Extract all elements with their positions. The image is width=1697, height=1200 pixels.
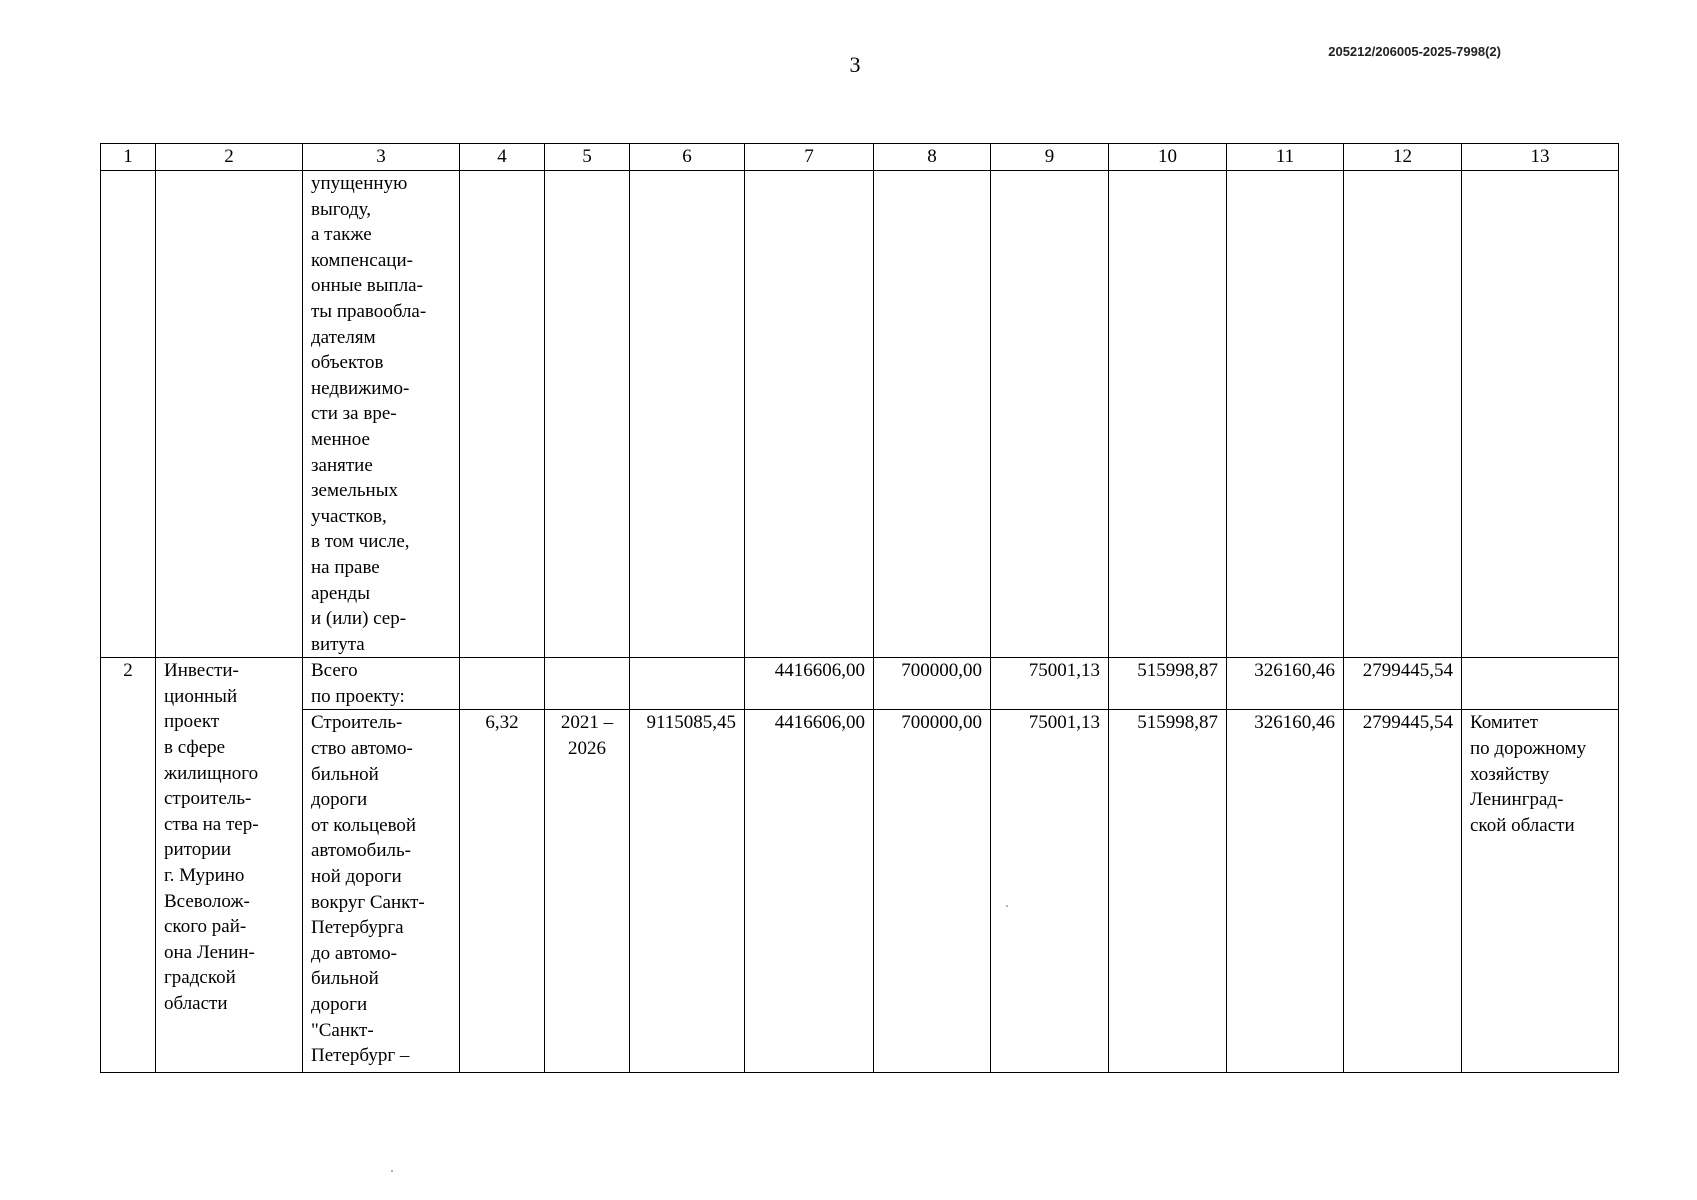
- table-row-total: [101, 658, 1619, 710]
- text-line: дороги: [311, 994, 368, 1015]
- object-col5: [545, 710, 630, 1073]
- text-line: ства на тер-: [164, 813, 259, 835]
- object-col8: 700000,00: [874, 710, 991, 1073]
- column-header: 10: [1109, 144, 1227, 171]
- text-line: до автомо-: [311, 942, 397, 964]
- continuation-text-cell: [303, 171, 460, 658]
- text-line: недвижимо-: [311, 377, 410, 399]
- object-col6: 9115085,45: [630, 710, 745, 1073]
- row-number: 2: [101, 658, 156, 1073]
- column-header: 8: [874, 144, 991, 171]
- text-line: по дорожному: [1470, 738, 1587, 760]
- text-line: она Ленин-: [164, 941, 255, 963]
- data-table: [100, 143, 1619, 1073]
- text-line: земельных: [311, 480, 398, 502]
- text-line: Петербург –: [311, 1045, 410, 1067]
- text-line: ство автомо-: [311, 738, 413, 760]
- table-row-object: [101, 710, 1619, 1073]
- object-col10: 515998,87: [1109, 710, 1227, 1073]
- text-line: градской: [164, 967, 236, 989]
- object-col9: 75001,13: [991, 710, 1109, 1073]
- text-line: строитель-: [164, 788, 252, 810]
- text-line: упущенную: [311, 173, 408, 194]
- text-line: по проекту:: [311, 685, 405, 707]
- column-header: 4: [460, 144, 545, 171]
- column-header: 9: [991, 144, 1109, 171]
- text-line: Петербурга: [311, 917, 404, 939]
- text-line: ской области: [1470, 814, 1575, 836]
- text-line: аренды: [311, 582, 370, 604]
- column-header: 2: [156, 144, 303, 171]
- text-line: Комитет: [1470, 712, 1539, 734]
- text-line: ты правообла-: [311, 300, 427, 322]
- text-line: компенсаци-: [311, 249, 413, 271]
- total-col7: 4416606,00: [745, 658, 874, 710]
- text-line: бильной: [311, 968, 379, 990]
- text-line: дороги: [311, 789, 368, 811]
- column-header: 6: [630, 144, 745, 171]
- text-line: Всеволож-: [164, 890, 250, 912]
- text-line: 2026: [568, 738, 606, 760]
- column-header: 7: [745, 144, 874, 171]
- text-line: в том числе,: [311, 531, 410, 553]
- page-number: 3: [849, 52, 861, 77]
- object-col4: 6,32: [460, 710, 545, 1073]
- text-line: Строитель-: [311, 712, 403, 734]
- object-col7: 4416606,00: [745, 710, 874, 1073]
- column-header: 3: [303, 144, 460, 171]
- text-line: ной дороги: [311, 866, 402, 888]
- text-line: занятие: [311, 454, 373, 476]
- object-col11: 326160,46: [1227, 710, 1344, 1073]
- text-line: г. Мурино: [164, 865, 245, 887]
- document-code: 205212/206005-2025-7998(2): [1328, 44, 1501, 59]
- total-col8: 700000,00: [874, 658, 991, 710]
- total-col11: 326160,46: [1227, 658, 1344, 710]
- object-label-cell: [303, 710, 460, 1073]
- text-line: "Санкт-: [311, 1019, 374, 1041]
- text-line: на праве: [311, 556, 380, 578]
- text-line: проект: [164, 711, 220, 733]
- column-header: 12: [1344, 144, 1462, 171]
- text-line: выгоду,: [311, 198, 372, 220]
- text-line: объектов: [311, 352, 384, 374]
- text-line: вокруг Санкт-: [311, 891, 425, 913]
- column-header: 13: [1462, 144, 1619, 171]
- column-header: 11: [1227, 144, 1344, 171]
- text-line: Ленинград-: [1470, 789, 1564, 811]
- total-col10: 515998,87: [1109, 658, 1227, 710]
- scan-speck: [1006, 905, 1008, 907]
- total-col12: 2799445,54: [1344, 658, 1462, 710]
- text-line: участков,: [311, 505, 387, 527]
- text-line: автомобиль-: [311, 840, 411, 862]
- text-line: менное: [311, 428, 370, 450]
- project-name-cell: [156, 658, 303, 1073]
- text-line: дателям: [311, 326, 376, 348]
- text-line: жилищного: [164, 762, 259, 784]
- text-line: бильной: [311, 763, 379, 785]
- column-header: 1: [101, 144, 156, 171]
- text-line: хозяйству: [1470, 763, 1550, 785]
- text-line: онные выпла-: [311, 275, 423, 297]
- text-line: области: [164, 993, 228, 1014]
- text-line: Всего: [311, 660, 358, 682]
- text-line: ционный: [164, 685, 238, 707]
- total-col9: 75001,13: [991, 658, 1109, 710]
- header-row: [101, 144, 1619, 171]
- text-line: 2021 –: [560, 712, 614, 734]
- table-row-continuation: [101, 171, 1619, 658]
- text-line: от кольцевой: [311, 814, 417, 836]
- scan-speck: [391, 1170, 393, 1172]
- text-line: Инвести-: [164, 660, 239, 682]
- text-line: ского рай-: [164, 916, 247, 938]
- text-line: сти за вре-: [311, 403, 397, 425]
- text-line: ритории: [164, 839, 232, 861]
- text-line: и (или) сер-: [311, 608, 407, 630]
- object-col13: [1462, 710, 1619, 1073]
- text-line: витута: [311, 633, 365, 655]
- text-line: а также: [311, 224, 372, 246]
- text-line: в сфере: [164, 737, 226, 759]
- column-header: 5: [545, 144, 630, 171]
- total-label-cell: [303, 658, 460, 710]
- object-col12: 2799445,54: [1344, 710, 1462, 1073]
